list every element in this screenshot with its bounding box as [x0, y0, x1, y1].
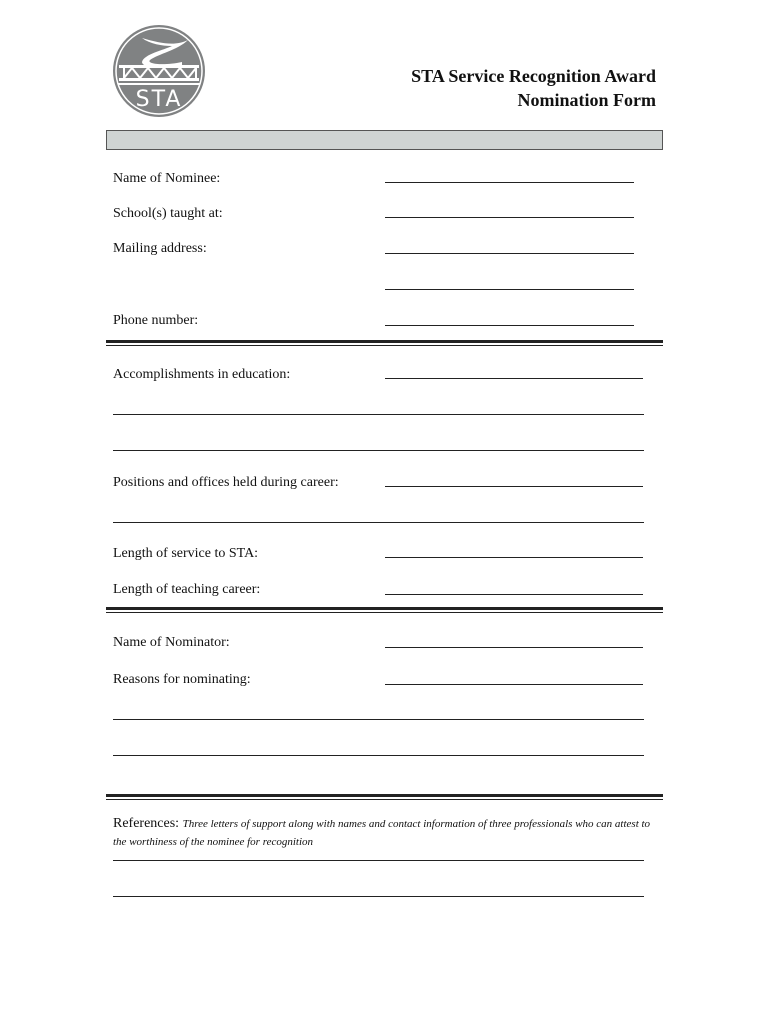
references-label: References: — [113, 816, 180, 831]
accomplishments-line-1[interactable] — [113, 414, 644, 415]
mailing-address-field-2[interactable] — [385, 289, 634, 290]
reasons-line-2[interactable] — [113, 755, 644, 756]
mailing-address-label: Mailing address: — [113, 241, 207, 256]
nominee-name-field[interactable] — [385, 182, 634, 183]
reasons-line-1[interactable] — [113, 719, 644, 720]
references-line-1[interactable] — [113, 860, 644, 861]
accomplishments-line-2[interactable] — [113, 450, 644, 451]
positions-label: Positions and offices held during career: — [113, 475, 339, 490]
accomplishments-field[interactable] — [385, 378, 643, 379]
schools-field[interactable] — [385, 217, 634, 218]
logo-text: STA — [135, 87, 183, 112]
mailing-address-field[interactable] — [385, 253, 634, 254]
nominee-name-label: Name of Nominee: — [113, 171, 221, 186]
positions-line-1[interactable] — [113, 522, 644, 523]
schools-label: School(s) taught at: — [113, 206, 223, 221]
section-divider — [106, 607, 663, 613]
section-divider — [106, 794, 663, 800]
header-bar — [106, 130, 663, 150]
service-length-field[interactable] — [385, 557, 643, 558]
nominator-name-field[interactable] — [385, 647, 643, 648]
reasons-label: Reasons for nominating: — [113, 672, 251, 687]
form-title-line1: STA Service Recognition Award — [411, 66, 656, 86]
phone-label: Phone number: — [113, 313, 199, 328]
nominator-name-label: Name of Nominator: — [113, 635, 230, 650]
sta-logo — [112, 24, 206, 118]
positions-field[interactable] — [385, 486, 643, 487]
phone-field[interactable] — [385, 325, 634, 326]
references-line-2[interactable] — [113, 896, 644, 897]
references-text: Three letters of support along with names and contact information of three professionals who can attest to the worthiness of the nominee for recognition — [113, 818, 651, 848]
section-divider — [106, 340, 663, 346]
teaching-length-label: Length of teaching career: — [113, 582, 261, 597]
references-block — [113, 815, 653, 851]
form-title-line2: Nomination Form — [517, 90, 656, 110]
accomplishments-label: Accomplishments in education: — [113, 367, 291, 382]
service-length-label: Length of service to STA: — [113, 546, 259, 561]
teaching-length-field[interactable] — [385, 594, 643, 595]
reasons-field[interactable] — [385, 684, 643, 685]
